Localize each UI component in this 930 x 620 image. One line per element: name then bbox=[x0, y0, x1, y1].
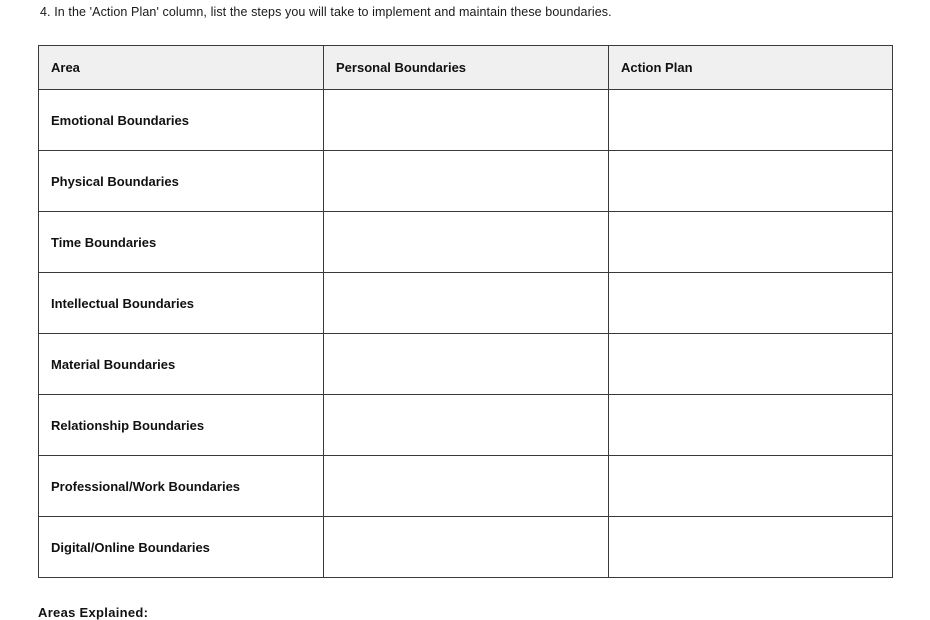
table-row bbox=[39, 273, 893, 334]
table-row bbox=[39, 395, 893, 456]
table-row bbox=[39, 212, 893, 273]
table-header-row bbox=[39, 46, 893, 90]
action-plan-cell[interactable] bbox=[609, 395, 893, 456]
area-cell: Physical Boundaries bbox=[39, 151, 324, 212]
header-action-plan: Action Plan bbox=[609, 46, 893, 90]
boundaries-table bbox=[38, 45, 893, 578]
area-cell: Material Boundaries bbox=[39, 334, 324, 395]
personal-boundaries-cell[interactable] bbox=[324, 212, 609, 273]
action-plan-cell[interactable] bbox=[609, 334, 893, 395]
personal-boundaries-cell[interactable] bbox=[324, 90, 609, 151]
area-cell: Digital/Online Boundaries bbox=[39, 517, 324, 578]
area-cell: Relationship Boundaries bbox=[39, 395, 324, 456]
action-plan-cell[interactable] bbox=[609, 151, 893, 212]
table-row bbox=[39, 90, 893, 151]
personal-boundaries-cell[interactable] bbox=[324, 456, 609, 517]
action-plan-cell[interactable] bbox=[609, 456, 893, 517]
action-plan-cell[interactable] bbox=[609, 517, 893, 578]
area-cell: Emotional Boundaries bbox=[39, 90, 324, 151]
header-personal-boundaries: Personal Boundaries bbox=[324, 46, 609, 90]
action-plan-cell[interactable] bbox=[609, 90, 893, 151]
personal-boundaries-cell[interactable] bbox=[324, 273, 609, 334]
areas-explained-heading: Areas Explained: bbox=[38, 605, 149, 620]
action-plan-cell[interactable] bbox=[609, 212, 893, 273]
personal-boundaries-cell[interactable] bbox=[324, 395, 609, 456]
action-plan-cell[interactable] bbox=[609, 273, 893, 334]
area-cell: Professional/Work Boundaries bbox=[39, 456, 324, 517]
instruction-text: 4. In the 'Action Plan' column, list the steps you will take to implement and maintain these boundaries. bbox=[40, 5, 612, 19]
area-cell: Intellectual Boundaries bbox=[39, 273, 324, 334]
table-row bbox=[39, 456, 893, 517]
personal-boundaries-cell[interactable] bbox=[324, 517, 609, 578]
table-row bbox=[39, 517, 893, 578]
header-area: Area bbox=[39, 46, 324, 90]
area-cell: Time Boundaries bbox=[39, 212, 324, 273]
personal-boundaries-cell[interactable] bbox=[324, 151, 609, 212]
personal-boundaries-cell[interactable] bbox=[324, 334, 609, 395]
table-row bbox=[39, 334, 893, 395]
table-row bbox=[39, 151, 893, 212]
